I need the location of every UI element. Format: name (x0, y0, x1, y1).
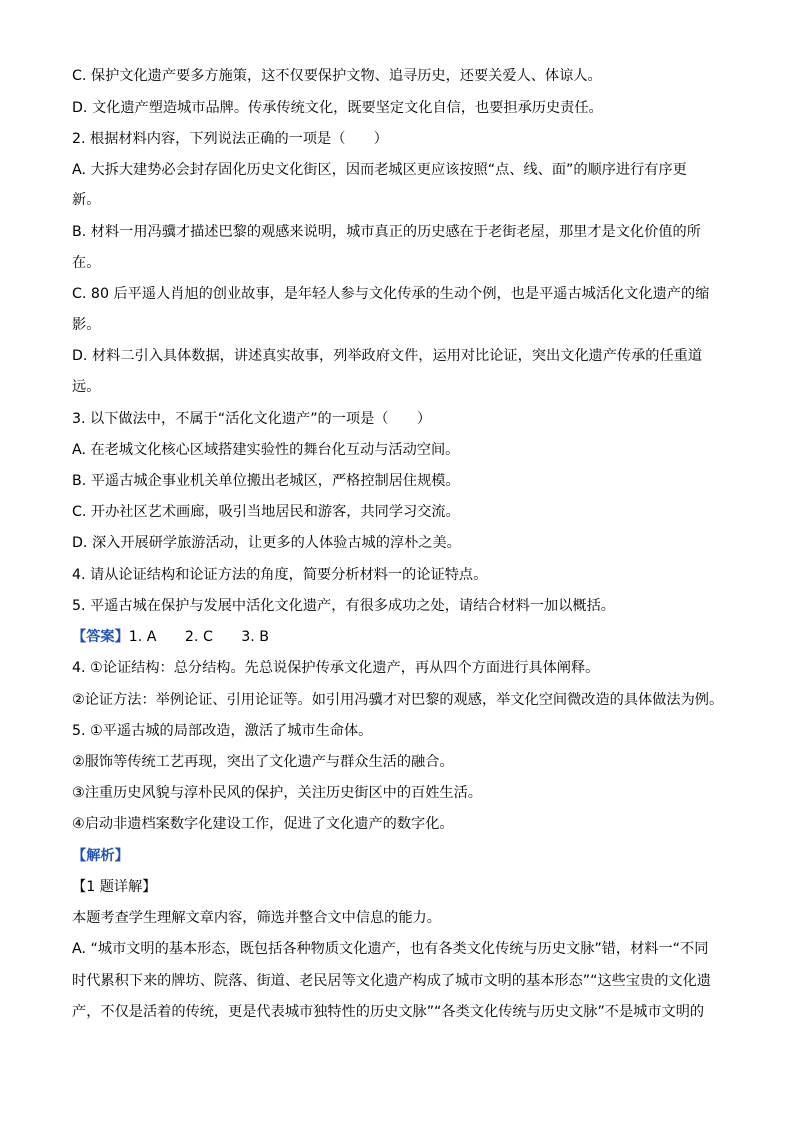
detail-a-line-2: 时代累积下来的牌坊、院落、街道、老民居等文化遗产构成了城市文明的基本形态”“这些宝贵的文化遗 (72, 973, 711, 989)
q2-option-a-cont: 新。 (72, 192, 101, 208)
detail-intro: 本题考查学生理解文章内容，筛选并整合文中信息的能力。 (72, 910, 441, 926)
question-2: 2. 根据材料内容，下列说法正确的一项是（ ） (72, 131, 388, 147)
q3-option-b: B. 平遥古城企事业机关单位搬出老城区，严格控制居住规模。 (72, 473, 460, 489)
q3-option-a: A. 在老城文化核心区域搭建实验性的舞台化互动与活动空间。 (72, 442, 460, 458)
analysis-heading (72, 846, 732, 866)
q2-option-a: A. 大拆大建势必会封存固化历史文化街区，因而老城区更应该按照“点、线、面”的顺序进行有序更 (72, 162, 687, 178)
question-3: 3. 以下做法中，不属于“活化文化遗产”的一项是（ ） (72, 411, 432, 427)
detail-a-line-3: 产，不仅是活着的传统，更是代表城市独特性的历史文脉”“各类文化传统与历史文脉”不是城市文明的 (72, 1004, 705, 1020)
answer-5-point-4: ④启动非遗档案数字化建设工作，促进了文化遗产的数字化。 (72, 816, 454, 832)
option-d-line: D. 文化遗产塑造城市品牌。传承传统文化，既要坚定文化自信，也要担承历史责任。 (72, 100, 603, 116)
answer-5-point-3: ③注重历史风貌与淳朴民风的保护，关注历史街区中的百姓生活。 (72, 785, 482, 801)
detail-heading: 【1 题详解】 (72, 879, 157, 895)
answer-text: 1. A 2. C 3. B (128, 629, 269, 645)
question-4: 4. 请从论证结构和论证方法的角度，简要分析材料一的论证特点。 (72, 567, 488, 583)
answer-4-structure: 4. ①论证结构：总分结构。先总说保护传承文化遗产，再从四个方面进行具体阐释。 (72, 660, 600, 676)
q3-option-d: D. 深入开展研学旅游活动，让更多的人体验古城的淳朴之美。 (72, 535, 461, 551)
answer-line (72, 627, 732, 647)
question-5: 5. 平遥古城在保护与发展中活化文化遗产，有很多成功之处，请结合材料一加以概括。 (72, 598, 615, 614)
q2-option-c: C. 80 后平遥人肖旭的创业故事，是年轻人参与文化传承的生动个例，也是平遥古城活化文化遗产的缩 (72, 286, 710, 302)
q3-option-c: C. 开办社区艺术画廊，吸引当地居民和游客，共同学习交流。 (72, 504, 460, 520)
q2-option-c-cont: 影。 (72, 317, 101, 333)
detail-a-line-1: A. “城市文明的基本形态，既包括各种物质文化遗产，也有各类文化传统与历史文脉”错，材料一“不同 (72, 941, 709, 957)
q2-option-d: D. 材料二引入具体数据，讲述真实故事，列举政府文件，运用对比论证，突出文化遗产传承的任重道 (72, 348, 703, 364)
answer-label: 【答案】 (72, 629, 129, 645)
q2-option-b-cont: 在。 (72, 255, 101, 271)
option-c-line: C. 保护文化遗产要多方施策，这不仅要保护文物、追寻历史，还要关爱人、体谅人。 (72, 68, 602, 84)
q2-option-b: B. 材料一用冯骥才描述巴黎的观感来说明，城市真正的历史感在于老街老屋，那里才是文化价值的所 (72, 224, 701, 240)
answer-4-method: ②论证方法：举例论证、引用论证等。如引用冯骥才对巴黎的观感，举文化空间微改造的具体做法为例。 (72, 692, 724, 708)
answer-5-point-1: 5. ①平遥古城的局部改造，激活了城市生命体。 (72, 723, 373, 739)
analysis-label: 【解析】 (72, 848, 129, 864)
q2-option-d-cont: 远。 (72, 379, 101, 395)
answer-5-point-2: ②服饰等传统工艺再现，突出了文化遗产与群众生活的融合。 (72, 754, 454, 770)
